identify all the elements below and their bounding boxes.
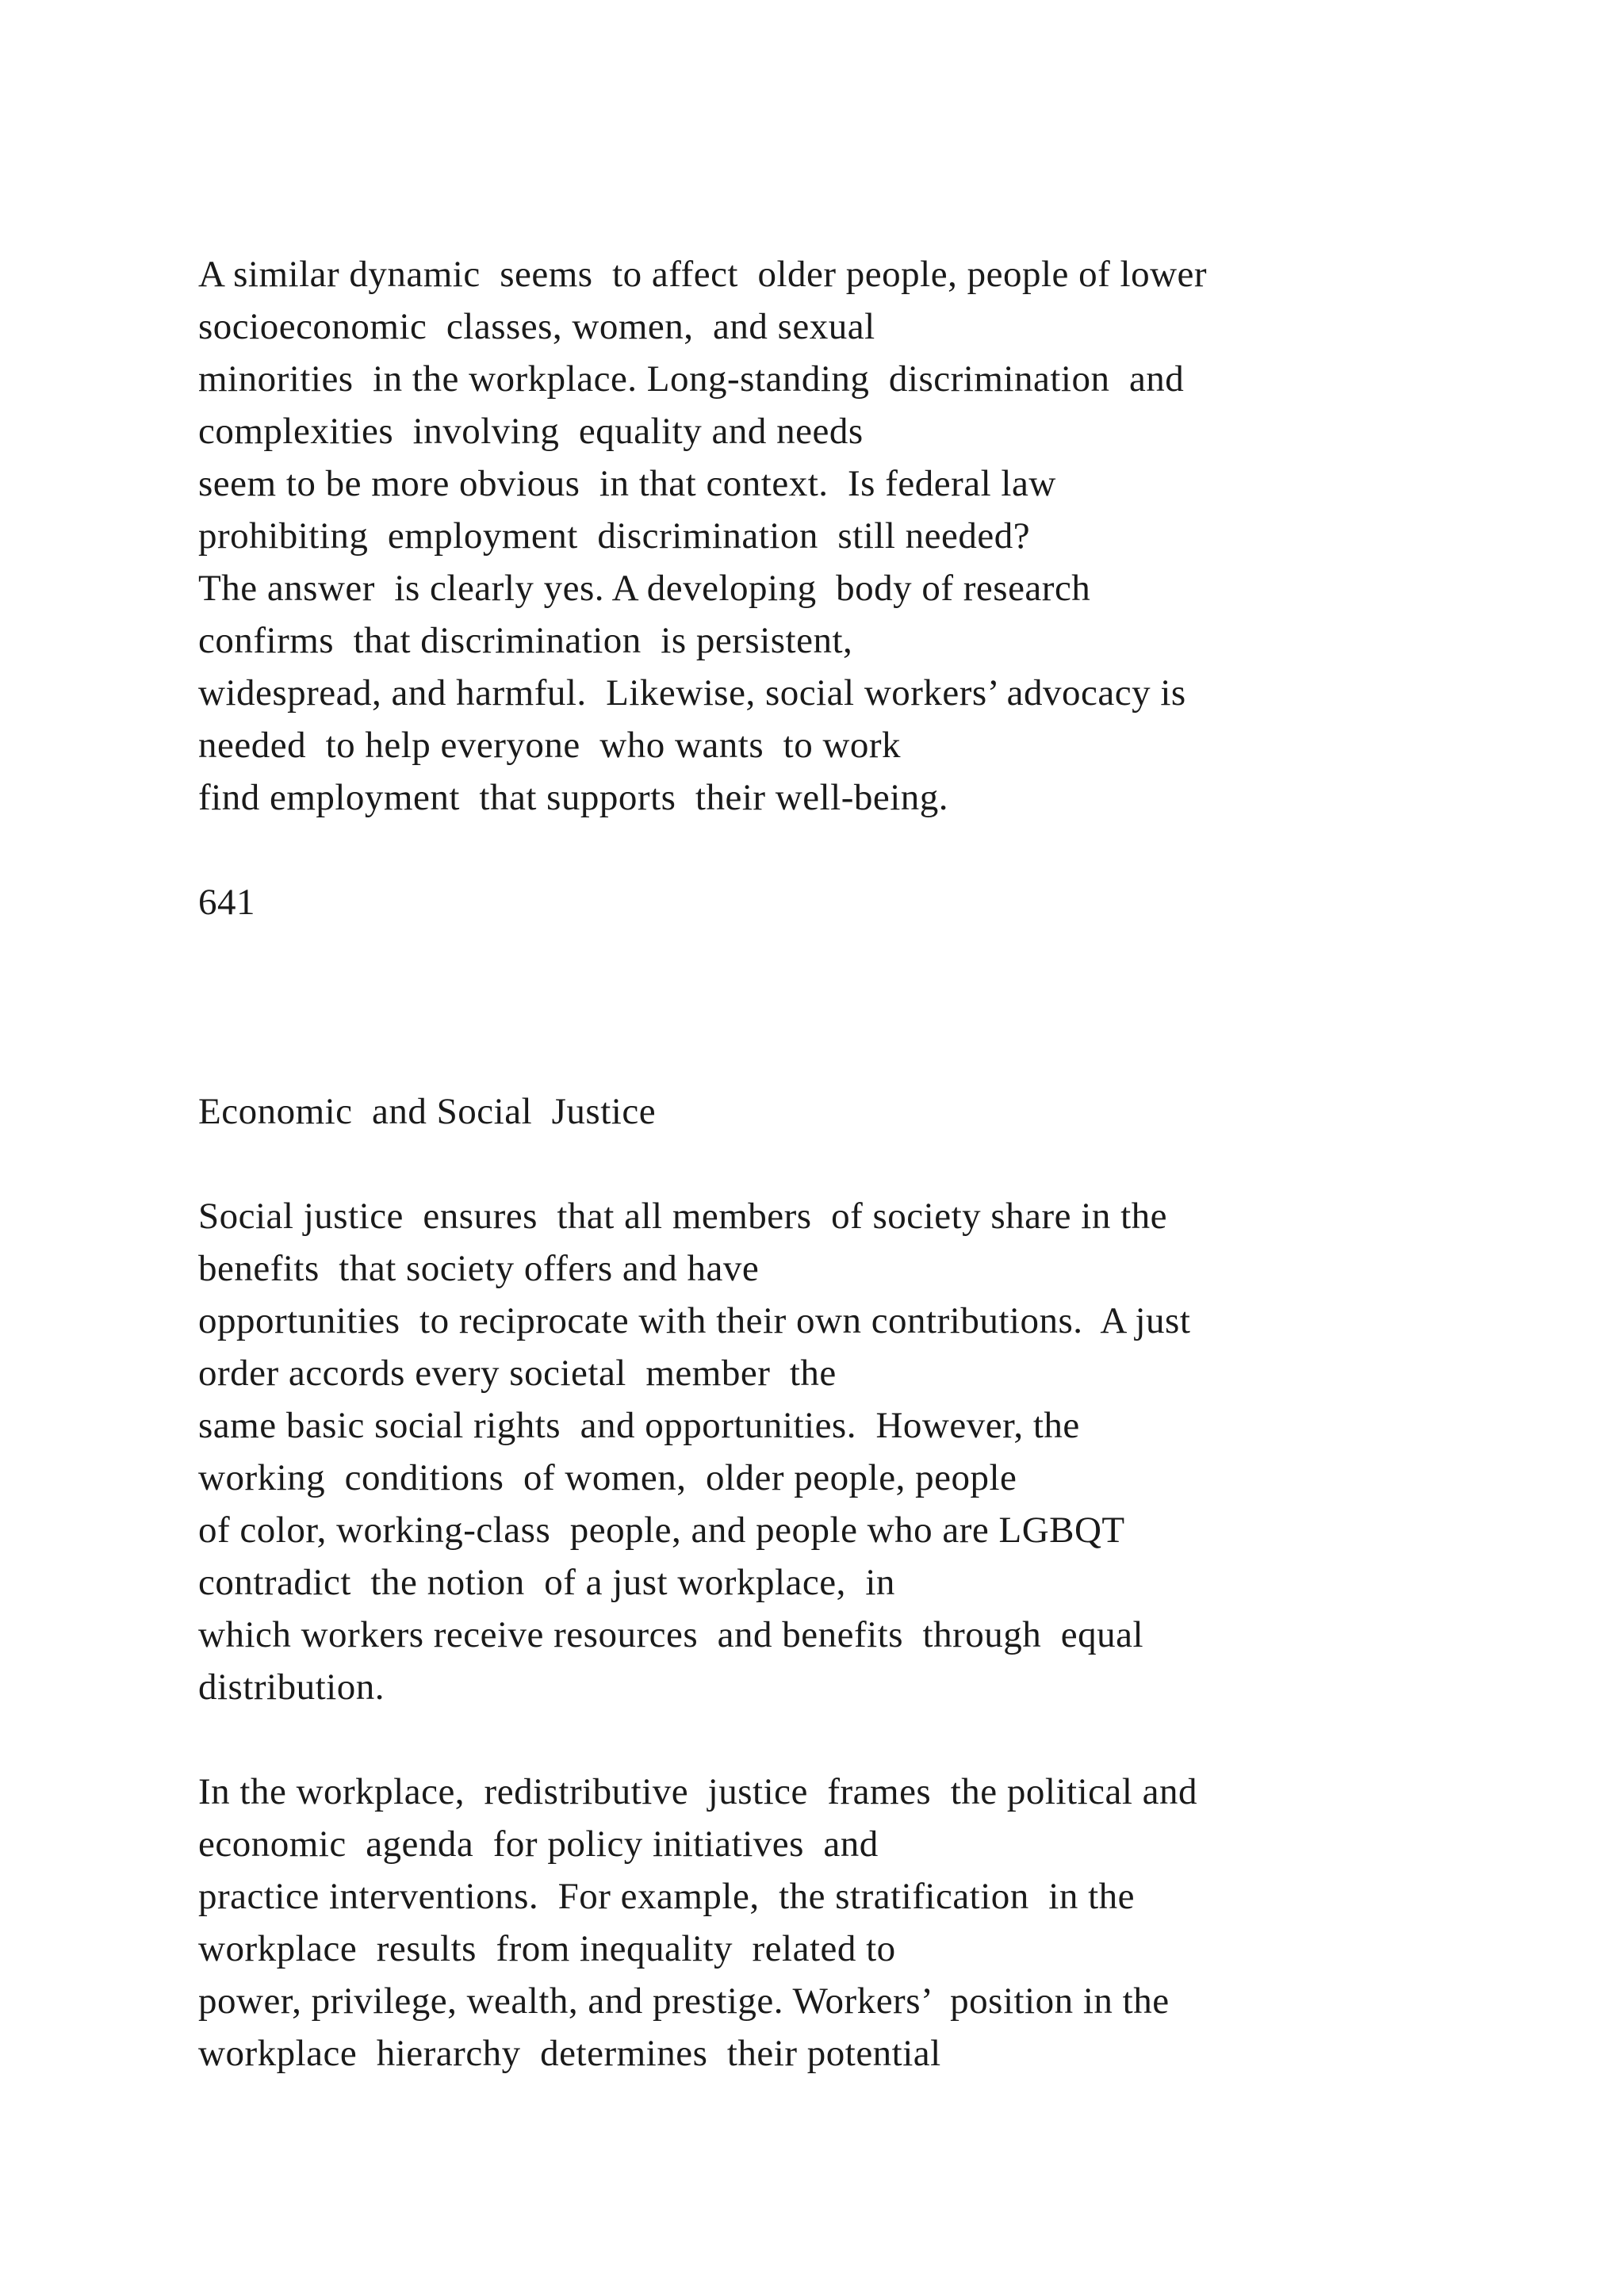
text-line: seem to be more obvious in that context. Is federal law [198, 463, 1056, 504]
text-line: needed to help everyone who wants to work [198, 725, 902, 766]
section-heading: Economic and Social Justice [198, 1091, 657, 1132]
text-line: find employment that supports their well-being. [198, 777, 949, 818]
text-line: widespread, and harmful. Likewise, social workers’ advocacy is [198, 672, 1186, 714]
text-line: benefits that society offers and have [198, 1248, 760, 1289]
text-line: A similar dynamic seems to affect older people, people of lower [198, 254, 1208, 295]
text-line: complexities involving equality and needs [198, 411, 864, 452]
text-line: practice interventions. For example, the stratification in the [198, 1876, 1136, 1917]
text-line: socioeconomic classes, women, and sexual [198, 306, 875, 347]
text-line: which workers receive resources and benefits through equal [198, 1614, 1144, 1655]
text-line: prohibiting employment discrimination still needed? [198, 515, 1031, 557]
text-line: working conditions of women, older people, people [198, 1457, 1017, 1498]
text-line: distribution. [198, 1667, 385, 1708]
text-line: power, privilege, wealth, and prestige. Workers’ position in the [198, 1980, 1170, 2022]
text-line: minorities in the workplace. Long-standing discrimination and [198, 358, 1185, 400]
text-line: contradict the notion of a just workplace, in [198, 1562, 895, 1603]
text-line: In the workplace, redistributive justice frames the political and [198, 1771, 1198, 1812]
text-line: workplace results from inequality related to [198, 1928, 896, 1969]
page-number: 641 [198, 882, 255, 923]
text-line: Social justice ensures that all members of society share in the [198, 1196, 1168, 1237]
text-line: economic agenda for policy initiatives and [198, 1823, 879, 1865]
text-line: same basic social rights and opportunities. However, the [198, 1405, 1080, 1446]
text-line: order accords every societal member the [198, 1353, 837, 1394]
text-line: confirms that discrimination is persistent, [198, 620, 853, 661]
text-line: workplace hierarchy determines their potential [198, 2033, 941, 2074]
text-line: opportunities to reciprocate with their own contributions. A just [198, 1300, 1191, 1341]
text-line: of color, working-class people, and people who are LGBQT [198, 1510, 1125, 1551]
text-line: The answer is clearly yes. A developing body of research [198, 568, 1091, 609]
